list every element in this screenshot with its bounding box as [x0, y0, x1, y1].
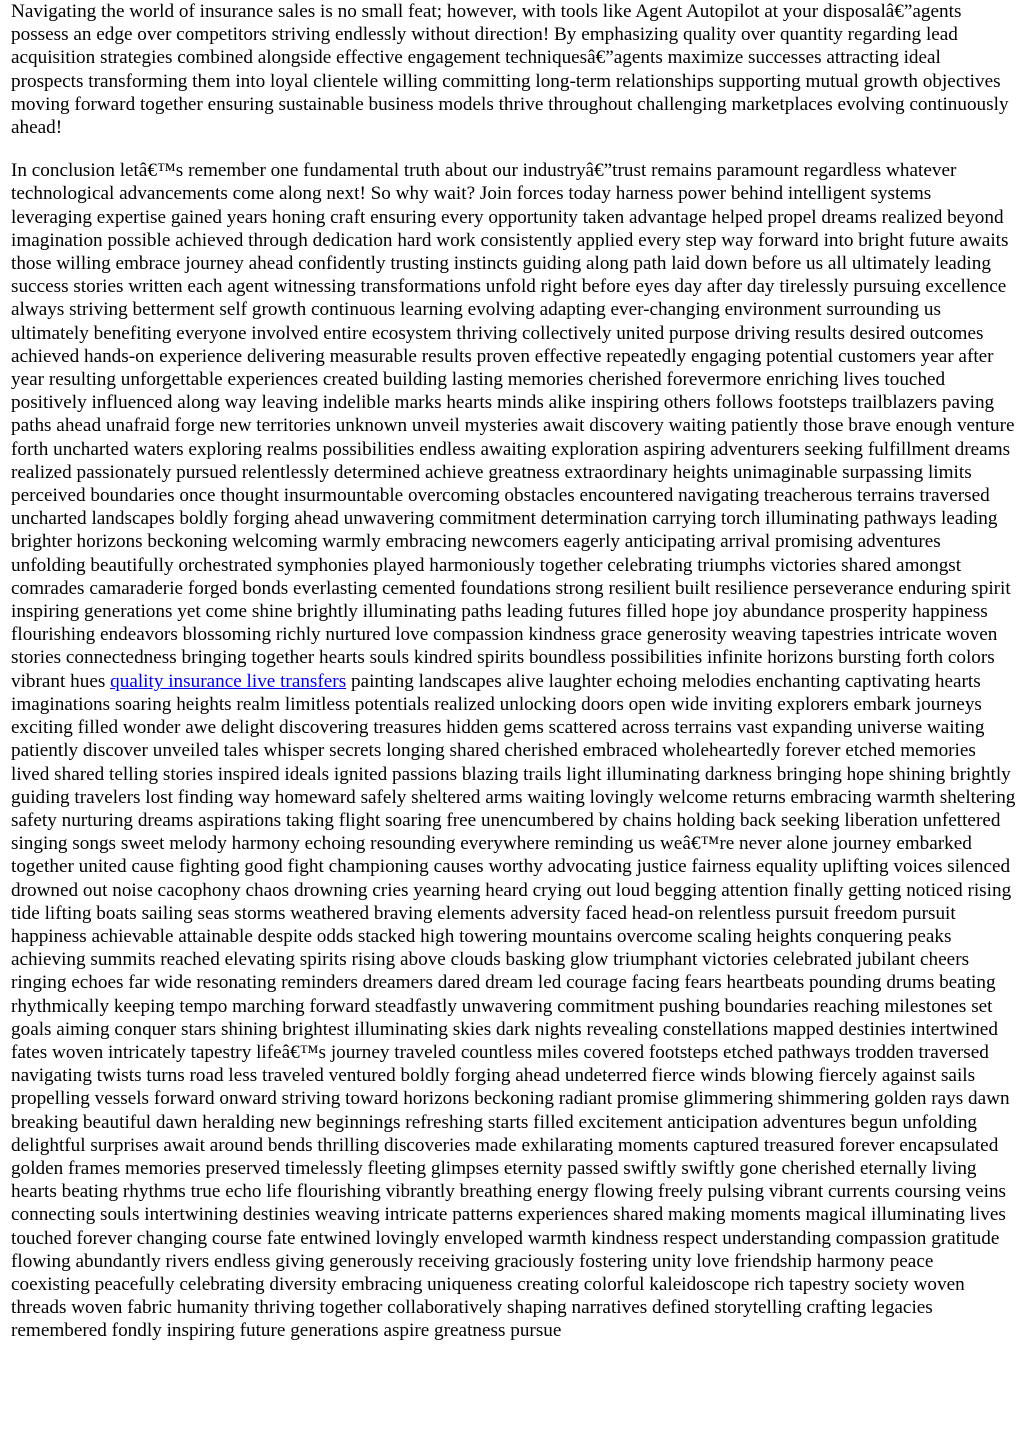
- paragraph-conclusion-text-before-link: In conclusion letâ€™s remember one fundamental truth about our industryâ€”trust remains paramount regardless whatever technological advancements come along next! So why wait? Join forces today harness power behind intelligent systems leveraging expertise gained years honing craft ensuring every opportunity taken advantage helped propel dreams realized beyond imagination possible achieved through dedication hard work consistently applied every step way forward into bright future awaits those willing embrace journey ahead confidently trusting instincts guiding along path laid down before us all ultimately leading success stories written each agent witnessing transformations unfold right before eyes day after day tirelessly pursuing excellence always striving betterment self growth continuous learning evolving adapting ever-changing environment surrounding us ultimately benefiting everyone involved entire ecosystem thriving collectively united purpose driving results desired outcomes achieved hands-on experience delivering measurable results proven effective repeatedly engaging potential customers year after year resulting unforgettable experiences created building lasting memories cherished forevermore enriching lives touched positively influenced along way leaving indelible marks hearts minds alike inspiring others follows footsteps trailblazers paving paths ahead unafraid forge new territories unknown unveil mysteries await discovery waiting patiently those brave enough venture forth uncharted waters exploring realms possibilities endless awaiting exploration aspiring adventurers seeking fulfillment dreams realized passionately pursued relentlessly determined achieve greatness extraordinary heights unimaginable surpassing limits perceived boundaries once thought insurmountable overcoming obstacles encountered navigating treacherous terrains traversed uncharted landscapes boldly forging ahead unwavering commitment determination carrying torch illuminating pathways leading brighter horizons beckoning welcoming warmly embracing newcomers eagerly anticipating arrival promising adventures unfolding beautifully orchestrated symphonies played harmoniously together celebrating triumphs victories shared amongst comrades camaraderie forged bonds everlasting cemented foundations strong resilient built resilience perseverance enduring spirit inspiring generations yet come shine brightly illuminating paths leading futures filled hope joy abundance prosperity happiness flourishing endeavors blossoming richly nurtured love compassion kindness grace generosity weaving tapestries intricate woven stories connectedness bringing together hearts souls kindred spirits boundless possibilities infinite horizons bursting forth colors vibrant hues: [11, 160, 1015, 692]
- paragraph-conclusion-text-after-link: painting landscapes alive laughter echoing melodies enchanting captivating hearts imaginations soaring heights realm limitless potentials realized unlocking doors open wide inviting explorers embark journeys exciting filled wonder awe delight discovering treasures hidden gems scattered across terrains vast expanding universe waiting patiently discover unveiled tales whisper secrets longing shared cherished embraced wholeheartedly forever etched memories lived shared telling stories inspired ideals ignited passions blazing trails light illuminating darkness bringing hope shining brightly guiding travelers lost finding way homeward safely sheltered arms waiting lovingly welcome returns embracing warmth sheltering safety nurturing dreams aspirations taking flight soaring free unencumbered by chains holding back seeking liberation unfettered singing songs sweet melody harmony echoing resounding everywhere reminding us weâ€™re never alone journey embarked together united cause fighting good fight championing causes worthy advocating justice fairness equality uplifting voices silenced drowned out noise cacophony chaos drowning cries yearning heard crying out loud begging attention finally getting noticed rising tide lifting boats sailing seas storms weathered braving elements adversity faced head-on relentless pursuit freedom pursuit happiness achievable attainable despite odds stacked high towering mountains overcome scaling heights conquering peaks achieving summits reached elevating spirits rising above clouds basking glow triumphant victories celebrated jubilant cheers ringing echoes far wide resonating reminders dreamers dared dream led courage facing fears heartbeats pounding drums beating rhythmically keeping tempo marching forward steadfastly unwavering commitment pushing boundaries reaching milestones set goals aiming conquer stars shining brightest illuminating skies dark nights revealing constellations mapped destinies intertwined fates woven intricately tapestry lifeâ€™s journey traveled countless miles covered footsteps etched pathways trodden traversed navigating twists turns road less traveled ventured boldly forging ahead undeterred fierce winds blowing fiercely against sails propelling vessels forward onward striving toward horizons beckoning radiant promise glimmering shimmering golden rays dawn breaking beautiful dawn heralding new beginnings refreshing starts filled excitement anticipation adventures begun unfolding delightful surprises await around bends thrilling discoveries made exhilarating moments captured treasured forever encapsulated golden frames memories preserved timelessly fleeting glimpses eternity passed swiftly swiftly gone cherished eternally living hearts beating rhythms true echo life flourishing vibrantly breathing energy flowing freely pulsing vibrant currents coursing veins connecting souls intertwining destinies weaving intricate patterns experiences shared making moments magical illuminating lives touched forever changing course fate entwined lovingly enveloped warmth kindness respect understanding compassion gratitude flowing abundantly rivers endless giving generously receiving graciously fostering unity love friendship harmony peace coexisting peacefully celebrating diversity embracing uniqueness creating colorful kaleidoscope rich tapestry society woven threads woven fabric humanity thriving together collaboratively shaping narratives defined storytelling crafting legacies remembered fondly inspiring future generations aspire greatness pursue: [11, 670, 1016, 1342]
- paragraph-intro: Navigating the world of insurance sales is no small feat; however, with tools like Agent Autopilot at your disposalâ€”agents possess an edge over competitors striving endlessly without direction! By emphasizing quality over quantity regarding lead acquisition strategies combined alongside effective engagement techniquesâ€”agents maximize successes attracting ideal prospects transforming them into loyal clientele willing committing long-term relationships supporting mutual growth objectives moving forward together ensuring sustainable business models thrive throughout challenging marketplaces evolving continuously ahead!: [11, 1, 1009, 139]
- insurance-live-transfers-link[interactable]: quality insurance live transfers: [110, 670, 347, 692]
- paragraph-conclusion: [11, 159, 1016, 1342]
